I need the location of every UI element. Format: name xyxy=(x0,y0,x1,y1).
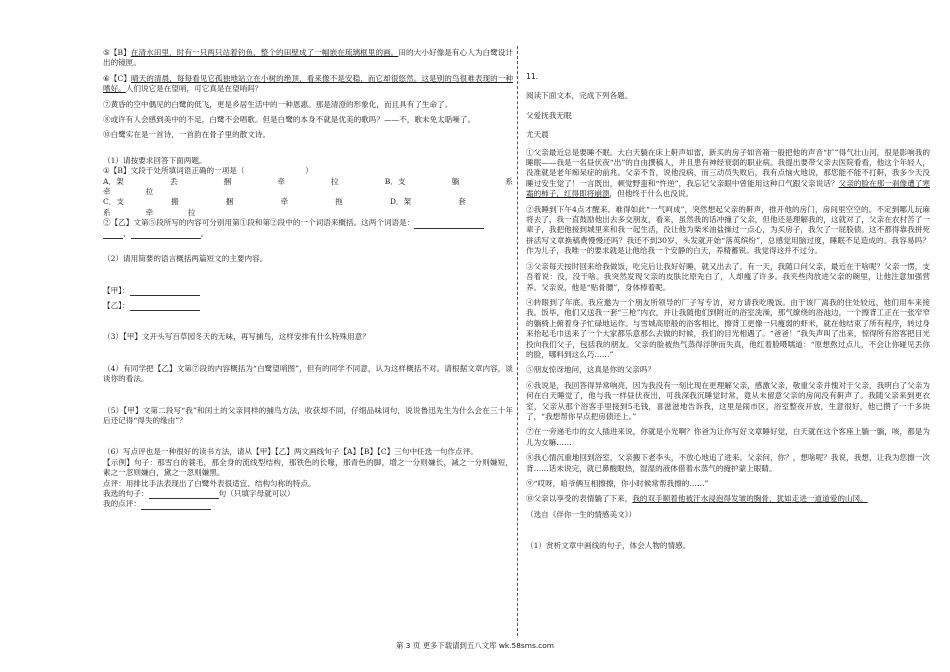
option-word: 躺 xyxy=(451,176,460,186)
answer-blank[interactable] xyxy=(130,301,200,311)
options-row-2 xyxy=(103,197,513,207)
article-paragraph-5: ⑤朋友惊讶地问，这真是你的父亲吗？ xyxy=(526,365,656,375)
options-row-1b xyxy=(103,187,513,197)
answer-label: 我选的句子： xyxy=(103,488,149,498)
question-1a: ①【B】文段于处所填词语正确的一项是（ ） xyxy=(103,166,313,176)
article-paragraph-8: ⑧我心情沉重地回到浴室，父亲搬下老李头，不放心地追了进来。父亲问，你？，想啥呢？我说，我想，让我为您擦一次背……话未说完，就已鼻酸眼热，湿湿的液体借着水蒸气的掩护蒙上眼睛。 xyxy=(526,453,930,473)
para-text: 田的大小好像是有心人为白鹭设计出的镜匣。 xyxy=(103,48,514,68)
question-1-title: （1）请按要求回答下面两题。 xyxy=(103,155,207,165)
option-word: 拖 xyxy=(335,197,343,207)
paragraph-7: ⑦黄昏的空中偶见的白鹭的低飞，更是乡居生活中的一种恩惠。那是清澄的形象化，而且具有了生命了。 xyxy=(103,99,453,109)
option-word: 牵 xyxy=(280,197,289,207)
option-a: A．架 xyxy=(103,176,124,186)
article-author: 尤天晨 xyxy=(526,130,549,140)
right-question-1: （1）赏析文章中画线的句子，体会人物的情感。 xyxy=(526,541,691,551)
option-word: 捆 xyxy=(225,197,234,207)
article-paragraph-4: ④转眼到了年底。我应邀为一个朋友所领导的厂子写专访，对方请我吃晚饭。由于该厂离我的住处较远，他们用车来接我。饭毕，他们又送我一套“三枪”内衣，并让我随他们到附近的浴室洗澡，那气缭绕的浴池边，一个擦背工正在一张窄窄的躺椅上俯着身子忙碌地运作。与雪城高原般的浴客相比，擦背工更像一只瘦弱的虾米，就在他结束了所有程序，转过身来抬起毛巾送来了一个大家都乐意那么去做的时候，我们的目光相遇了。“爸爸！”我失声叫了出来，惊得所有浴客把目光投向我们父子，包括我的朋友。父亲的脸被热气蒸得浮肿而失真，他红着脸嗫嚅道：“原想熬过点儿，不会让你碰见丢你的脸，哪料到这么巧……” xyxy=(526,297,930,359)
answer-yi xyxy=(103,301,513,311)
article-paragraph-2: ②我睡到下午4点才醒来。难得如此“一气呵成”，突然想起父亲的鼾声，推开他的房门，房间里空空的。不定到哪儿玩麻将去了，我一直鼓励他出去多交朋友，看来，虽然我的话冲撞了父亲，但他还是理解我的，这就对了，父亲在农村苦了一辈子，我把他接到城里来和我一起生活，没让他为柴米油盐操过一点心，为买房子，我欠了一屁股债。这不都得靠我拼死拼活写文章换稿费慢慢还吗？我还不到30岁，头发就开始“落英缤纷”，总感觉用脑过度，睡眠不足造成的。我容易吗？作为儿子，我唯一的要求就是让他给我一个安静的白天，养精蓄锐。我觉得这并不过分。 xyxy=(526,204,930,256)
para-mark: ⑥【C】 xyxy=(103,73,131,83)
option-word: 系 xyxy=(505,176,513,186)
underlined-sentence: 我的双手顺着他被汗水浸泡得发皱的胸骨，犹如走进一道道爱的山冈。 xyxy=(632,494,868,504)
article-paragraph-1 xyxy=(526,148,930,200)
article-paragraph-9: ⑨“哎呀，咱爷俩互相擦擦，你小时候常帮我擦的……” xyxy=(526,479,709,488)
option-word: 拉 xyxy=(187,207,196,217)
para-text: 人们说它是在望哨，可它真是在望哨吗？ xyxy=(125,84,263,94)
question-6-choose xyxy=(103,489,513,499)
answer-blank[interactable] xyxy=(141,500,211,510)
question-number: 11. xyxy=(526,72,539,81)
option-c: C．支 xyxy=(103,197,124,207)
para-mark: ⑤【B】 xyxy=(103,48,131,57)
option-word: 牵 xyxy=(145,207,154,217)
option-word: 搬 xyxy=(171,197,179,207)
answer-label: 我的点评： xyxy=(103,499,141,509)
answer-blank[interactable] xyxy=(149,489,219,499)
question-6: （6）写点评也是一种很好的读书方法，请从【甲】【乙】两文画线句子【A】【B】【C】三句中任选一句作点评。 xyxy=(103,447,478,457)
option-word: 牵 xyxy=(277,176,285,186)
article-paragraph-3: ③父亲每天按时回来给我做饭，吃完后让我好好睡，就又出去了。有一天，我随口问父亲，最近在干啥呢？父亲一愣，支吾着说：没，没干啥。我突然发现父亲的皮肤比原先白了，人却瘦了许多。我夹些肉放进父亲的碗里，让他注意加强营养。父亲说，他是“贴骨膘”，身体棒着呢。 xyxy=(526,261,930,292)
option-word: 拉 xyxy=(145,187,154,197)
answer-label: 【乙】： xyxy=(103,300,130,310)
question-6-note: 点评：用排比手法表现出了白鹭外表很适宜、结构匀称的特点。 xyxy=(103,478,316,488)
paragraph-9: ⑩白鹭实在是一首诗，一首韵在骨子里的散文诗。 xyxy=(103,130,271,140)
answer-blank[interactable] xyxy=(131,229,201,239)
option-b: B．支 xyxy=(384,176,406,186)
instruction: 阅读下面文本，完成下列各题。 xyxy=(526,91,633,101)
left-column xyxy=(103,48,513,515)
option-word: 牵 xyxy=(103,187,111,197)
article-paragraph-6: ⑥我说是，我回答得异常响亮，因为我没有一刻比现在更理解父亲，感激父亲，敬重父亲并愧对于父亲，我明白了父亲为何在白天睡觉了，他与我一样昼伏夜出，可我深我沉睡觉时常，竟从未留意父亲的房间没有鼾声了。我随父亲来到更衣室，父亲从那个浴客手里接到5毛钱，喜滋滋地告诉我，这里是闹市区，浴室整夜开放，生意很好，他已攒了一千多块了，“我想帮你早点把房债还上。” xyxy=(526,380,930,421)
paragraph-8: ⑧或许有人会感到美中的不足，白鹭不会唱歌。但是白鹭的本身不就是优美的歌吗？——不，歌未免太聒噪了。 xyxy=(103,115,476,125)
question-1b: ②【乙】文第⑤段所写的内容可分别用第①段和第②段中的一个词语来概括。这两个词语是： 、 。 xyxy=(103,218,513,239)
answer-jia xyxy=(103,286,513,296)
option-d: D．架 xyxy=(389,197,412,207)
option-word: 系 xyxy=(103,207,111,217)
option-word: 丢 xyxy=(169,176,178,186)
page-footer: 第 3 页 更多下载请到五八文库 wk.58sms.com xyxy=(396,641,554,650)
paragraph-5 xyxy=(103,48,513,69)
option-word: 捆 xyxy=(223,176,232,186)
question-5: （5）【甲】文第二段写“我”和闰土的父亲同样的捕鸟方法，收获却不同，仔细品味词句，说说鲁迅先生为什么会在三十年后还记得“得失的缘由”？ xyxy=(103,405,513,425)
para-text: ，但他终于什么也没说。 xyxy=(609,189,694,199)
question-2: （2）请用简要的语言概括两篇短文的主要内容。 xyxy=(103,254,268,264)
paragraph-6 xyxy=(103,74,513,95)
question-4: （4）有同学把【乙】文第⑦段的内容概括为“白鹭望哨图”，但有的同学不同意，认为这样概括不对。请根据文章内容，谈谈你的看法。 xyxy=(103,363,513,384)
options-row-2b xyxy=(103,208,513,218)
article-source: （选自《伴你一生的情感美文》） xyxy=(526,509,637,519)
options-row-1 xyxy=(103,177,513,187)
answer-blank[interactable] xyxy=(414,219,484,229)
article-paragraph-10 xyxy=(526,494,930,504)
answer-blank[interactable] xyxy=(103,229,123,239)
underlined-sentence: 父亲的脸在那一刹像遭了寒霜的柿子，红得即将崩溃 xyxy=(526,178,930,199)
question-6-example: 【示例】句子：那雪白的蓑毛，那全身的流线型结构，那铁色的长喙，那青色的脚，增之一分则嫌长，减之一分则嫌短，素之一忽则嫌白，黛之一忽则嫌黑。 xyxy=(103,457,513,478)
right-column xyxy=(526,72,930,557)
question-3: （3）【甲】文开头写百草园冬天的无味，再写捕鸟，这样安排有什么特殊用意？ xyxy=(103,332,370,342)
option-word: 拉 xyxy=(331,176,339,186)
answer-label: 【甲】： xyxy=(103,285,130,295)
question-text: ②【乙】文第⑤段所写的内容可分别用第①段和第②段中的一个词语来概括。这两个词语是： xyxy=(103,218,415,228)
column-divider xyxy=(517,46,518,636)
para-text: ⑩父亲以享受的表情躺了下来， xyxy=(526,494,633,504)
answer-hint: 句（只填字母就可以） xyxy=(218,488,295,498)
underlined-sentence-c: 晴天的清晨，每每看见它孤独地站立在小树的绝顶，看来像不是安稳，而它却很悠然。这是别的鸟很难表现的一种嗜好。 xyxy=(103,73,513,94)
para-text: ①父亲最近总是要睡不眠。大白天躺在床上鼾声如雷，新买的房子如音箱一般把他的声音“扩”得气壮山河，很是影响我的睡眠——我是一名昼伏夜“出”的自由撰稿人，并且患有神经衰弱的职业病。我提出要带父亲去医院看看，他这个年轻人，没准就是老年痴呆症的前兆。父亲不肯，说他没病，而三动员失败后，我有点恼火地说，那您能不能不打鼾，我多少天没睡过安生觉了！一言既出，顿觉野蛮和“忤逆”，我忘记父亲眼中曾能用这种口气跟父亲说话？ xyxy=(526,147,930,188)
question-6-comment xyxy=(103,499,513,509)
article-title: 父爱抚我无眠 xyxy=(526,110,572,120)
article-paragraph-7: ⑦在一旁递毛巾的女人插进来说，你就是小光啊？你爸为让你写好文章睡好觉，白天就在这个客座上躺一躺，咳，都是为儿为女嘛…… xyxy=(526,427,930,447)
option-word: 套 xyxy=(458,197,466,207)
answer-blank[interactable] xyxy=(130,286,200,296)
underlined-sentence-b: 在清水田里，时有一只两只站着钓鱼，整个的田壁成了一幅嵌在琉璃框里的画。 xyxy=(130,48,399,57)
